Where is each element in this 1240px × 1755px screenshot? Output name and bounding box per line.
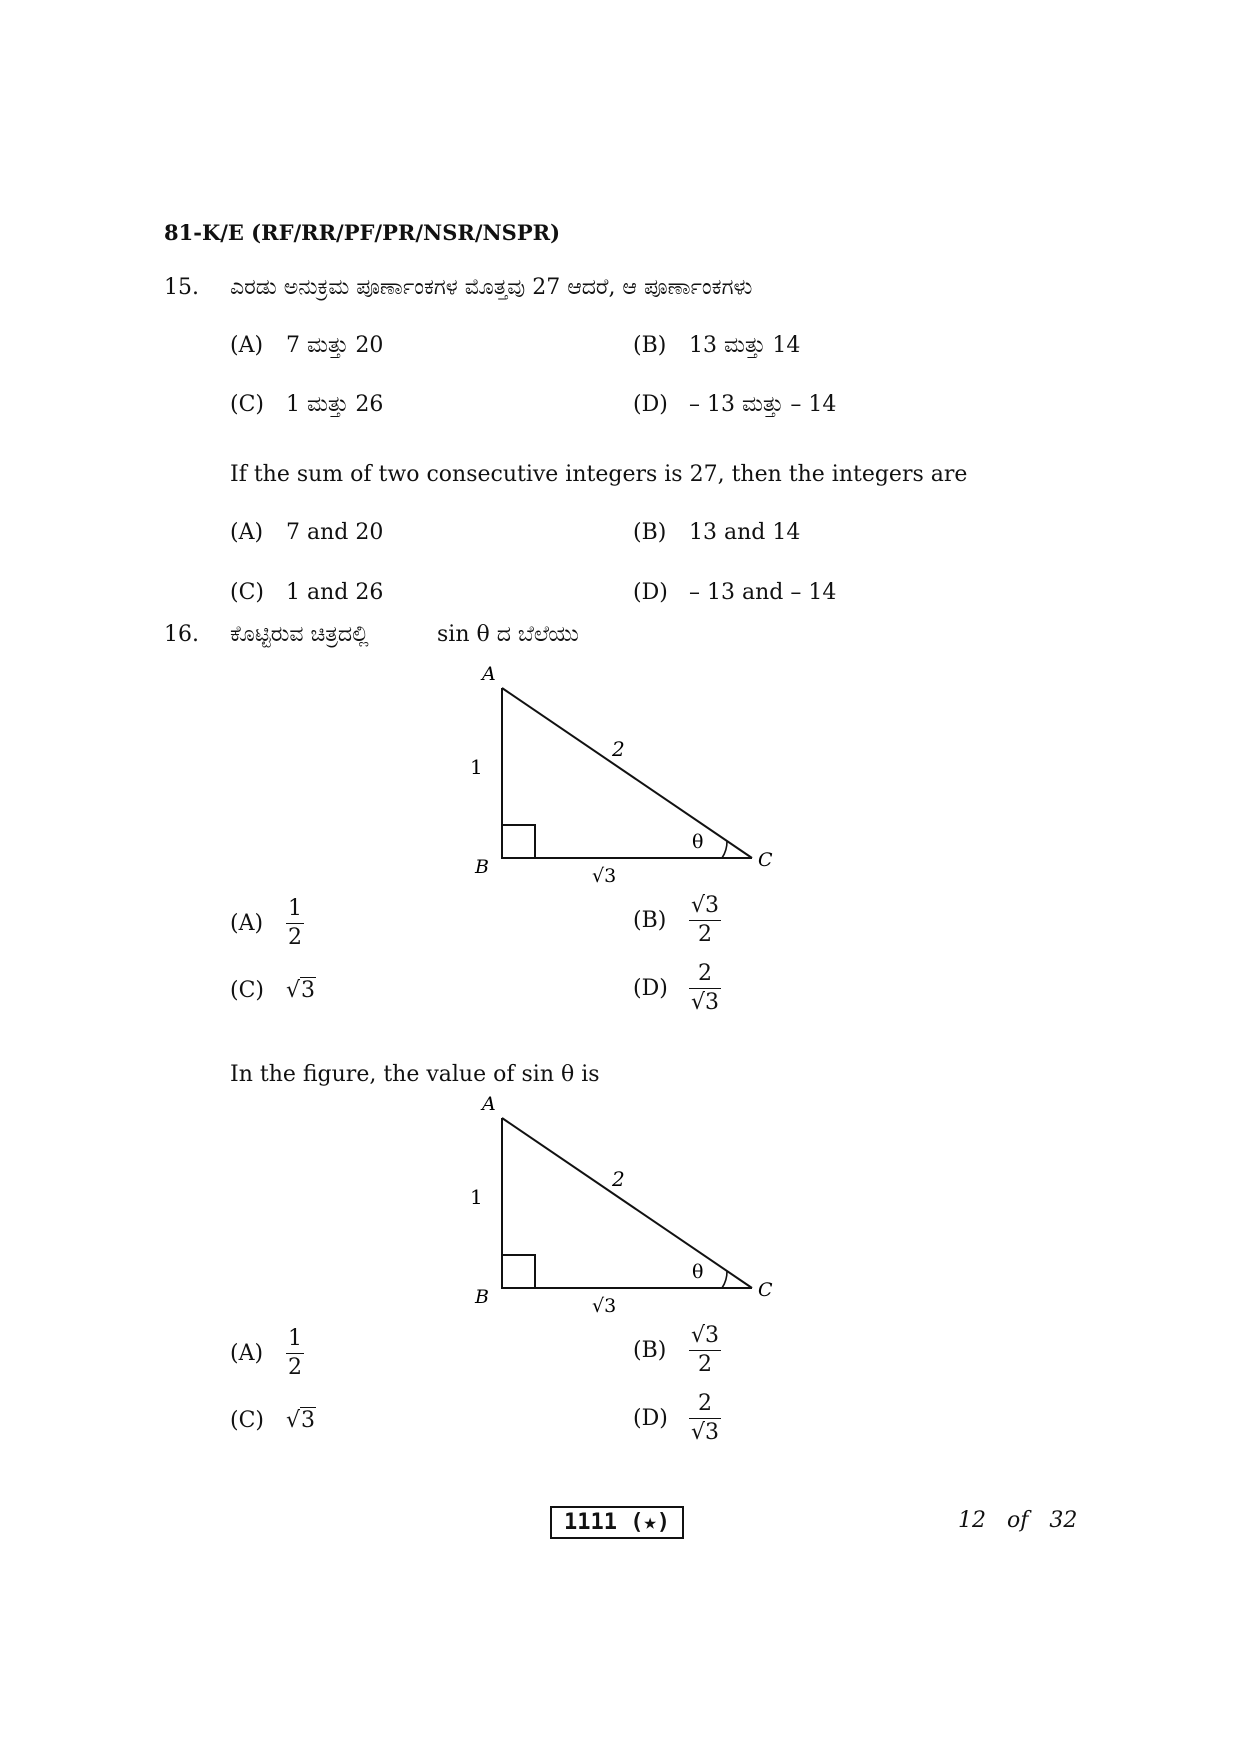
option-label: (B) <box>633 908 667 933</box>
denominator: 2 <box>288 1355 302 1380</box>
option-label: (B) <box>633 520 667 545</box>
side-ac-line <box>502 688 752 858</box>
q16-en-option-b <box>633 1325 721 1376</box>
paper-code-header: 81-K/E (RF/RR/PF/PR/NSR/NSPR) <box>164 220 561 245</box>
q16-option-c <box>230 978 316 1003</box>
option-label: (D) <box>633 392 668 417</box>
q15-kn-option-c <box>230 392 383 417</box>
option-text: 13 and 14 <box>689 520 801 545</box>
page-number <box>958 1508 1077 1533</box>
numerator: √3 <box>689 1325 721 1351</box>
denominator: 2 <box>288 925 302 950</box>
denominator: √3 <box>691 990 720 1015</box>
option-text: 1 ಮತ್ತು 26 <box>286 392 384 417</box>
q16-kannada-text-2: sin θ ದ ಬೆಲೆಯು <box>437 622 579 647</box>
square-root: √3 <box>286 1408 316 1433</box>
side-ac-line <box>502 1118 752 1288</box>
triangle-figure-2 <box>460 1090 790 1315</box>
numerator: 1 <box>286 898 304 924</box>
option-label: (C) <box>230 1408 264 1433</box>
numerator: 2 <box>689 963 721 989</box>
q15-kn-option-b <box>633 333 800 358</box>
angle-arc <box>722 841 727 858</box>
option-text: 13 ಮತ್ತು 14 <box>689 333 801 358</box>
radicand: 3 <box>705 893 720 918</box>
q15-en-option-b <box>633 520 800 545</box>
fraction <box>286 1328 304 1379</box>
option-label: (B) <box>633 333 667 358</box>
fraction <box>689 963 721 1014</box>
q15-english-text: If the sum of two consecutive integers is 27, then the integers are <box>230 462 968 487</box>
page-of: of <box>1006 1508 1029 1533</box>
q15-en-option-d <box>633 580 836 605</box>
option-label: (B) <box>633 1338 667 1363</box>
vertex-a-label: A <box>482 663 496 685</box>
q16-kannada-text: ಕೊಟ್ಟಿರುವ ಚಿತ್ರದಲ್ಲಿ <box>230 622 369 647</box>
option-label: (A) <box>230 333 264 358</box>
option-label: (D) <box>633 976 668 1001</box>
side-ac-label: 2 <box>612 1167 625 1191</box>
angle-arc <box>722 1271 727 1288</box>
option-label: (D) <box>633 1406 668 1431</box>
denominator: 2 <box>698 922 713 947</box>
vertex-c-label: C <box>758 849 773 871</box>
vertex-c-label: C <box>758 1279 773 1301</box>
vertex-a-label: A <box>482 1093 496 1115</box>
q15-kn-option-a <box>230 333 383 358</box>
paper-code-box: 1111 (★) <box>550 1506 684 1539</box>
numerator: 2 <box>689 1393 721 1419</box>
fraction <box>286 898 304 949</box>
q16-en-option-a <box>230 1328 304 1379</box>
option-text: – 13 and – 14 <box>689 580 837 605</box>
fraction <box>689 1325 721 1376</box>
fraction <box>689 895 721 946</box>
side-ab-label: 1 <box>470 755 483 779</box>
side-bc-label: √3 <box>592 1295 617 1315</box>
right-angle-marker <box>502 825 535 858</box>
page-current: 12 <box>958 1508 986 1533</box>
option-label: (C) <box>230 392 264 417</box>
option-label: (A) <box>230 1341 264 1366</box>
option-label: (A) <box>230 911 264 936</box>
angle-theta-label: θ <box>692 1261 704 1283</box>
vertex-b-label: B <box>475 1286 489 1308</box>
side-ac-label: 2 <box>612 737 625 761</box>
radicand: 3 <box>705 1420 720 1445</box>
square-root: √3 <box>286 978 316 1003</box>
q16-english-text: In the figure, the value of sin θ is <box>230 1062 600 1087</box>
option-text: 1 and 26 <box>286 580 384 605</box>
option-label: (A) <box>230 520 264 545</box>
q16-option-d <box>633 963 721 1014</box>
numerator: 1 <box>286 1328 304 1354</box>
right-angle-marker <box>502 1255 535 1288</box>
side-ab-label: 1 <box>470 1185 483 1209</box>
denominator: 2 <box>698 1352 713 1377</box>
q15-kn-option-d <box>633 392 836 417</box>
q15-kannada-text: ಎರಡು ಅನುಕ್ರಮ ಪೂರ್ಣಾಂಕಗಳ ಮೊತ್ತವು 27 ಆದರೆ, ಆ ಪೂರ್ಣಾಂಕಗಳು <box>230 275 753 300</box>
option-label: (C) <box>230 580 264 605</box>
q16-en-option-d <box>633 1393 721 1444</box>
radicand: 3 <box>301 978 316 1003</box>
option-label: (D) <box>633 580 668 605</box>
denominator: √3 <box>691 1420 720 1445</box>
numerator: √3 <box>689 895 721 921</box>
option-text: – 13 ಮತ್ತು – 14 <box>689 392 837 417</box>
radicand: 3 <box>705 1323 720 1348</box>
triangle-figure-1 <box>460 660 790 885</box>
option-text: 7 ಮತ್ತು 20 <box>286 333 384 358</box>
fraction <box>689 1393 721 1444</box>
q16-option-a <box>230 898 304 949</box>
q16-number: 16. <box>164 622 199 647</box>
option-label: (C) <box>230 978 264 1003</box>
side-bc-label: √3 <box>592 865 617 885</box>
page-total: 32 <box>1049 1508 1078 1533</box>
vertex-b-label: B <box>475 856 489 878</box>
q16-en-option-c <box>230 1408 316 1433</box>
option-text: 7 and 20 <box>286 520 384 545</box>
q15-number: 15. <box>164 275 199 300</box>
q16-option-b <box>633 895 721 946</box>
angle-theta-label: θ <box>692 831 704 853</box>
radicand: 3 <box>705 990 720 1015</box>
q15-en-option-c <box>230 580 383 605</box>
radicand: 3 <box>301 1408 316 1433</box>
q15-en-option-a <box>230 520 383 545</box>
